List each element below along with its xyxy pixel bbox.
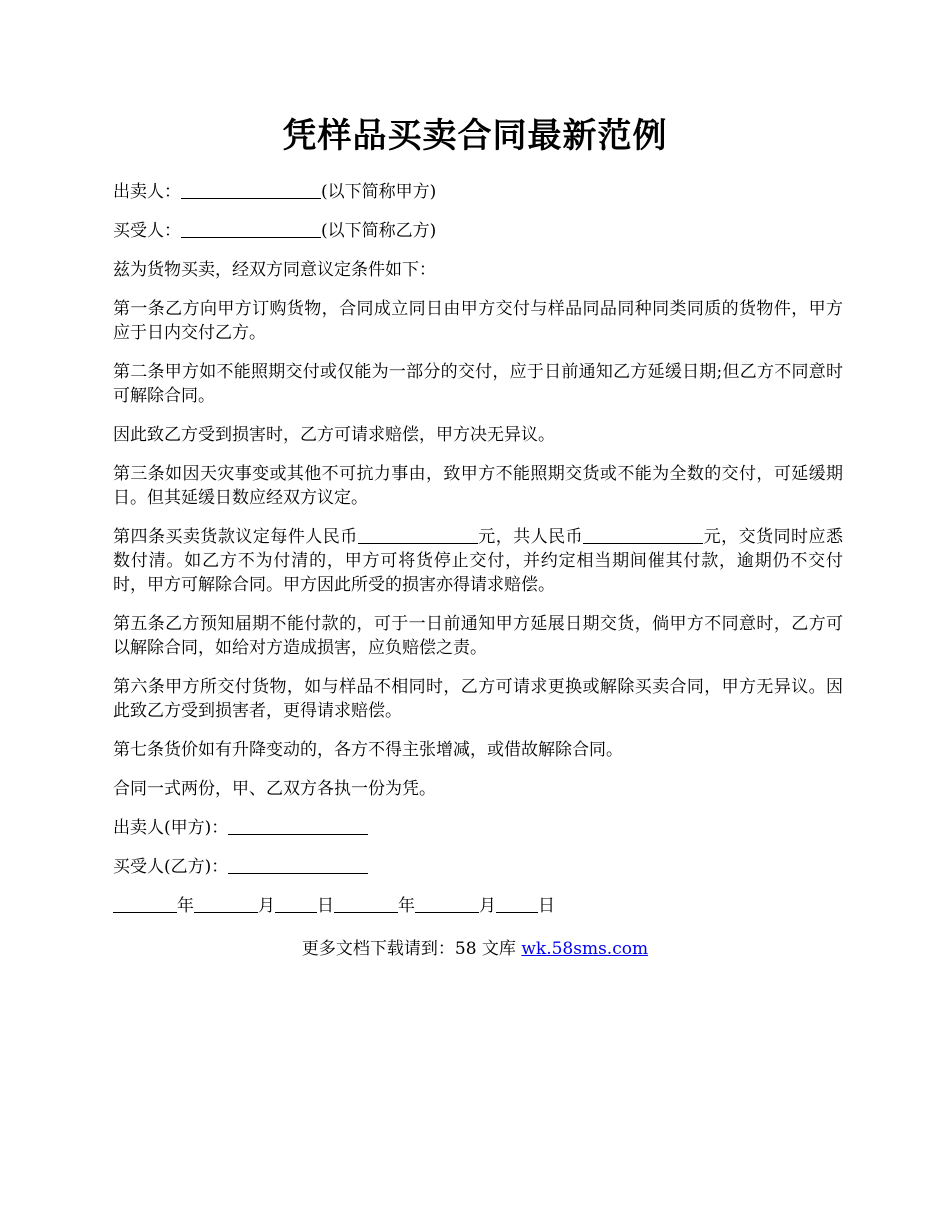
seller-label: 出卖人：: [113, 182, 181, 202]
clause-2: 第二条甲方如不能照期交付或仅能为一部分的交付，应于日前通知乙方延缓日期;但乙方不同意时可解除合同。: [113, 362, 843, 406]
clause-4-part-a: 第四条买卖货款议定每件人民币: [113, 527, 358, 547]
clause-4-part-b: 元，共人民币: [477, 527, 584, 547]
year-label-1: 年: [177, 896, 194, 916]
total-price-blank: [583, 525, 703, 544]
year-blank-1: [113, 894, 177, 913]
clause-5: 第五条乙方预知届期不能付款的，可于一日前通知甲方延展日期交货，倘甲方不同意时，乙方可以解除合同，如给对方造成损害，应负赔偿之责。: [113, 614, 843, 658]
clause-4-part-c: 元，交货同时应悉数付清。如乙方不为付清的，甲方可将货停止交付，并约定相当期间催其付款，逾期仍不交付时，甲方可解除合同。甲方因此所受的损害亦得请求赔偿。: [113, 527, 844, 595]
seller-signature-blank: [228, 816, 368, 835]
seller-line: [113, 180, 843, 204]
seller-suffix: (以下简称甲方): [321, 182, 437, 202]
copies-paragraph: 合同一式两份，甲、乙双方各执一份为凭。: [113, 779, 436, 799]
seller-name-blank: [181, 180, 321, 199]
buyer-label: 买受人：: [113, 221, 181, 241]
buyer-suffix: (以下简称乙方): [321, 221, 437, 241]
clause-6: 第六条甲方所交付货物，如与样品不相同时，乙方可请求更换或解除买卖合同，甲方无异议。因此致乙方受到损害者，更得请求赔偿。: [113, 677, 843, 721]
footer-text: 更多文档下载请到：58 文库: [301, 939, 522, 959]
buyer-sign-label: 买受人(乙方)：: [113, 857, 229, 877]
clause-3: 第三条如因天灾事变或其他不可抗力事由，致甲方不能照期交货或不能为全数的交付，可延缓期日。但其延缓日数应经双方议定。: [113, 464, 843, 508]
footer-link[interactable]: wk.58sms.com: [521, 939, 649, 959]
document-title: 凭样品买卖合同最新范例: [282, 116, 668, 156]
clause-2-continued: 因此致乙方受到损害时，乙方可请求赔偿，甲方决无异议。: [113, 425, 555, 445]
date-line: [113, 894, 843, 918]
contract-body: [113, 180, 843, 933]
seller-signature-line: [113, 816, 843, 840]
buyer-signature-blank: [228, 855, 368, 874]
month-blank-2: [415, 894, 479, 913]
download-footer: [0, 937, 950, 961]
year-label-2: 年: [398, 896, 415, 916]
month-label-1: 月: [258, 896, 275, 916]
day-label-1: 日: [317, 896, 334, 916]
seller-sign-label: 出卖人(甲方)：: [113, 818, 229, 838]
day-label-2: 日: [538, 896, 555, 916]
clause-4: [113, 525, 843, 597]
clause-7: 第七条货价如有升降变动的，各方不得主张增减，或借故解除合同。: [113, 740, 623, 760]
year-blank-2: [334, 894, 398, 913]
month-label-2: 月: [479, 896, 496, 916]
day-blank-1: [275, 894, 317, 913]
buyer-name-blank: [181, 219, 321, 238]
intro-paragraph: 兹为货物买卖，经双方同意议定条件如下：: [113, 260, 436, 280]
buyer-signature-line: [113, 855, 843, 879]
clause-1: 第一条乙方向甲方订购货物，合同成立同日由甲方交付与样品同品同种同类同质的货物件，甲方应于日内交付乙方。: [113, 299, 843, 343]
month-blank-1: [194, 894, 258, 913]
buyer-line: [113, 219, 843, 243]
day-blank-2: [496, 894, 538, 913]
unit-price-blank: [358, 525, 478, 544]
